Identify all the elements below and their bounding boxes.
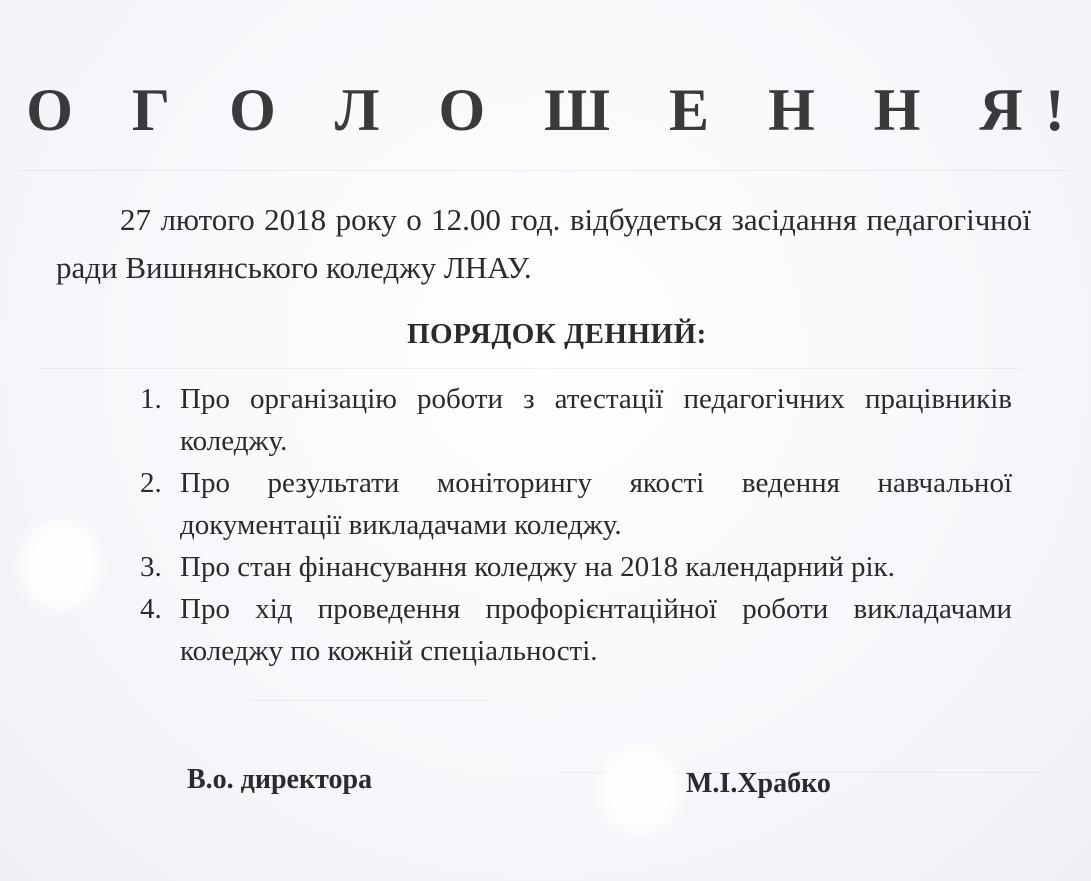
scan-glare (20, 520, 100, 610)
agenda-heading: ПОРЯДОК ДЕННИЙ: (407, 318, 707, 350)
agenda-item (140, 378, 1012, 462)
signature-name: М.І.Храбко (686, 768, 831, 799)
agenda-item-number: 2. (140, 467, 162, 499)
bleed-through-line (20, 170, 1070, 171)
title-text: О Г О Л О Ш Е Н Н Я (26, 77, 1045, 143)
agenda-item-text: Про хід проведення профорієнтаційної роботи викладачами коледжу по кожній спеціальності. (180, 593, 1012, 667)
signature-position: В.о. директора (187, 764, 373, 795)
agenda-item (140, 462, 1012, 546)
bleed-through-line (250, 700, 490, 701)
agenda-item-text: Про результати моніторингу якості ведення навчальної документації викладачами коледжу. (180, 467, 1012, 541)
meeting-notice (56, 196, 1031, 292)
announcement-title (0, 76, 1091, 145)
agenda-item-text: Про стан фінансування коледжу на 2018 календарний рік. (180, 551, 895, 583)
bleed-through-line (40, 368, 1020, 369)
agenda-item-text: Про організацію роботи з атестації педагогічних працівників коледжу. (180, 383, 1012, 457)
agenda-item (140, 588, 1012, 672)
agenda-list (140, 378, 1012, 672)
agenda-item-number: 4. (140, 593, 162, 625)
agenda-item (140, 546, 1012, 588)
agenda-item-number: 1. (140, 383, 162, 415)
agenda-item-number: 3. (140, 551, 162, 583)
meeting-notice-text: 27 лютого 2018 року о 12.00 год. відбудеться засідання педагогічної ради Вишнянського коледжу ЛНАУ. (56, 202, 1031, 285)
scan-glare (600, 745, 680, 835)
title-exclamation: ! (1044, 77, 1065, 143)
